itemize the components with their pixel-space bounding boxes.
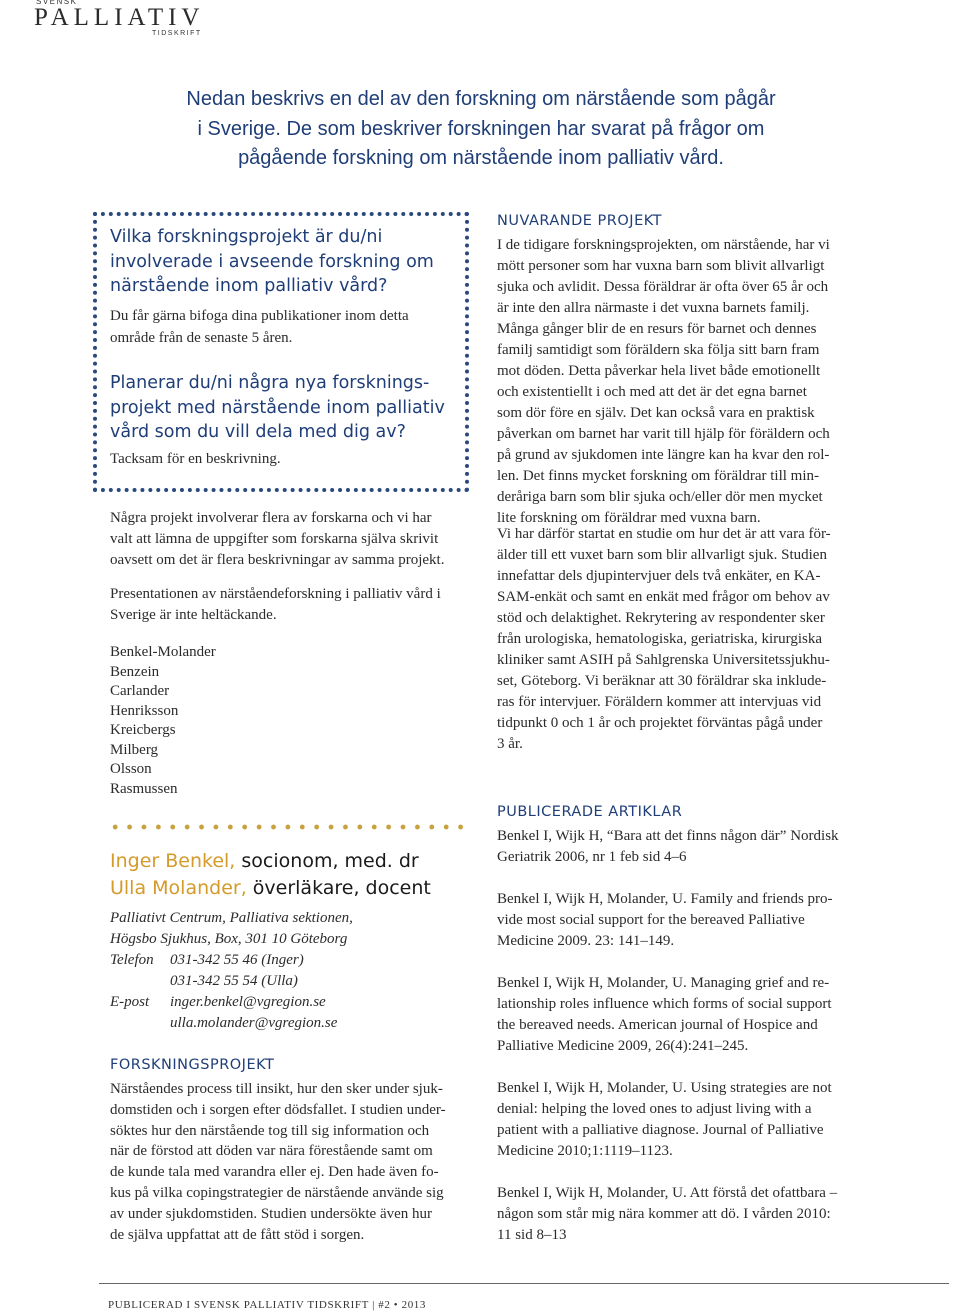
intro-line: pågående forskning om närstående inom palliativ vård. xyxy=(238,147,724,169)
paragraph-line: SAM-enkät och samt en enkät med frågor om behov av xyxy=(497,589,830,605)
researcher-name: Rasmussen xyxy=(110,780,178,797)
question-line: Planerar du/ni några nya forsknings- xyxy=(110,373,430,393)
phone-1: 031-342 55 46 (Inger) xyxy=(170,952,304,968)
paragraph-line: Vi har därför startat en studie om hur det är att vara för- xyxy=(497,526,831,542)
email-1[interactable]: inger.benkel@vgregion.se xyxy=(170,994,326,1010)
reference-line: Benkel I, Wijk H, Molander, U. Att förstå det ofattbara – xyxy=(497,1185,838,1201)
paragraph-line: ras för intervjuer. Föräldern kommer att intervjuas vid xyxy=(497,694,822,710)
paragraph-line: de själva uppfattat att de fått stöd i sorgen. xyxy=(110,1226,365,1243)
paragraph-line: är inte den allra närmaste i det vuxna barnets familj. xyxy=(497,300,810,316)
reference-2 xyxy=(497,889,857,952)
paragraph-line: av under sjukdomstiden. Studien undersökte även hur xyxy=(110,1205,433,1222)
paragraph-line: valt att lämna de uppgifter som forskarna själva skrivit xyxy=(110,530,439,547)
question-line: Vilka forskningsprojekt är du/ni xyxy=(110,227,383,247)
author-1 xyxy=(110,848,419,874)
reference-line: Benkel I, Wijk H, “Bara att det finns någon där” Nordisk xyxy=(497,828,839,844)
forskning-paragraph xyxy=(110,1079,470,1245)
researcher-name: Kreicbergs xyxy=(110,722,176,738)
question-2 xyxy=(110,371,445,445)
paragraph-line: som dör före en själv. Det kan också vara en praktisk xyxy=(497,405,815,421)
intro-line: i Sverige. De som beskriver forskningen har svarat på frågor om xyxy=(197,117,765,140)
researcher-name: Benkel-Molander xyxy=(110,644,216,660)
paragraph-line: kliniker samt ASIH på Sahlgrenska Universitetssjukhu- xyxy=(497,652,830,668)
author-2-title: överläkare, docent xyxy=(246,877,431,899)
nuvarande-paragraph-1 xyxy=(497,235,857,529)
paragraph-line: Sverige är inte heltäckande. xyxy=(110,606,277,623)
intro-line: Nedan beskrivs en del av den forskning om närstående som pågår xyxy=(186,88,776,110)
reference-line: Benkel I, Wijk H, Molander, U. Family and friends pro- xyxy=(497,891,833,907)
paragraph-line: lite forskning om föräldrar med vuxna barn. xyxy=(497,510,761,526)
question-line: vård som du vill dela med dig av? xyxy=(110,422,406,442)
phone-label: Telefon xyxy=(110,952,154,968)
paragraph-line: 3 år. xyxy=(497,736,523,752)
section-heading-nuvarande: NUVARANDE PROJEKT xyxy=(497,213,662,229)
paragraph-line: familj samtidigt som föräldern ska följa sitt barn fram xyxy=(497,342,820,358)
section-heading-publicerade: PUBLICERADE ARTIKLAR xyxy=(497,804,683,820)
reference-5 xyxy=(497,1183,857,1246)
question-1-note xyxy=(110,305,409,349)
reference-line: Benkel I, Wijk H, Molander, U. Managing grief and re- xyxy=(497,975,830,991)
researcher-name: Carlander xyxy=(110,683,170,699)
reference-line: denial: helping the loved ones to adjust living with a xyxy=(497,1101,812,1117)
paragraph-line: tidpunkt 0 och 1 år och projektet förväntas pågå under xyxy=(497,715,823,731)
paragraph-line: sjuka och avlidit. Dessa föräldrar är ofta över 65 år och xyxy=(497,279,829,295)
question-1 xyxy=(110,225,434,299)
question-2-note: Tacksam för en beskrivning. xyxy=(110,451,281,467)
reference-3 xyxy=(497,973,857,1057)
reference-line: Medicine 2010;1:1119–1123. xyxy=(497,1143,673,1159)
author-2-name: Ulla Molander, xyxy=(110,877,247,899)
logo-top-text: SVENSK xyxy=(36,0,78,6)
reference-line: lationship roles influence which forms of social support xyxy=(497,996,832,1012)
researcher-name: Henriksson xyxy=(110,702,179,719)
reference-line: vide most social support for the bereaved Palliative xyxy=(497,912,805,928)
paragraph-line: deråriga barn som blir sjuka och/eller dör men mycket xyxy=(497,489,823,505)
paragraph-line: från urologiska, hematologiska, geriatriska, kirurgiska xyxy=(497,631,823,647)
contact-info xyxy=(110,908,353,1034)
logo-bottom-text: TIDSKRIFT xyxy=(152,30,202,37)
logo-main-text: PALLIATIV xyxy=(34,4,205,31)
reference-line: Palliative Medicine 2009, 26(4):241–245. xyxy=(497,1038,749,1054)
paragraph-line: Presentationen av närståendeforskning i palliativ vård i xyxy=(110,586,441,602)
note-line: område från de senaste 5 åren. xyxy=(110,330,293,346)
question-line: projekt med närstående inom palliativ xyxy=(110,397,445,418)
author-1-title: socionom, med. dr xyxy=(235,850,419,872)
paragraph-line: Närståendes process till insikt, hur den sker under sjuk- xyxy=(110,1081,443,1097)
email-2[interactable]: ulla.molander@vgregion.se xyxy=(170,1015,338,1031)
researcher-name: Benzein xyxy=(110,663,160,680)
researcher-names-list xyxy=(110,643,216,799)
email-label: E-post xyxy=(110,994,150,1010)
paragraph-line: set, Göteborg. Vi beräknar att 30 föräldrar ska inklude- xyxy=(497,673,827,689)
left-paragraph-1 xyxy=(110,508,470,570)
author-2 xyxy=(110,875,431,901)
paragraph-line: oavsett om det är flera beskrivningar av samma projekt. xyxy=(110,551,445,568)
note-line: Du får gärna bifoga dina publikationer inom detta xyxy=(110,308,409,324)
paragraph-line: söktes hur den närstående tog till sig information och xyxy=(110,1122,430,1139)
author-1-name: Inger Benkel, xyxy=(110,850,236,872)
left-paragraph-2 xyxy=(110,584,470,626)
section-heading-forskningsprojekt: FORSKNINGSPROJEKT xyxy=(110,1057,275,1073)
reference-line: Medicine 2009. 23: 141–149. xyxy=(497,933,675,949)
paragraph-line: stöd och delaktighet. Rekrytering av respondenter sker xyxy=(497,610,825,626)
question-line: närstående inom palliativ vård? xyxy=(110,276,388,296)
reference-line: the bereaved needs. American journal of Hospice and xyxy=(497,1017,818,1033)
paragraph-line: påverkan om barnet har varit till hjälp för föräldern och xyxy=(497,426,830,442)
researcher-name: Olsson xyxy=(110,761,152,777)
contact-org: Palliativt Centrum, Palliativa sektionen, xyxy=(110,910,353,926)
paragraph-line: Några projekt involverar flera av forskarna och vi har xyxy=(110,510,432,526)
paragraph-line: på grund av sjukdomen inte längre kan ha kvar den rol- xyxy=(497,447,830,463)
phone-2: 031-342 55 54 (Ulla) xyxy=(170,973,298,989)
researcher-name: Milberg xyxy=(110,741,159,758)
footer-rule xyxy=(99,1283,949,1284)
reference-line: 11 sid 8–13 xyxy=(497,1227,567,1243)
paragraph-line: älder till ett vuxet barn som blir allvarligt sjuk. Studien xyxy=(497,547,827,563)
intro-text xyxy=(170,85,792,174)
reference-line: Benkel I, Wijk H, Molander, U. Using strategies are not xyxy=(497,1080,832,1096)
paragraph-line: och existentiellt i och med att det är det egna barnet xyxy=(497,384,807,400)
reference-line: Geriatrik 2006, nr 1 feb sid 4–6 xyxy=(497,849,687,865)
nuvarande-paragraph-2 xyxy=(497,524,857,755)
paragraph-line: Många gånger blir de en resurs för barnet och dennes xyxy=(497,321,817,337)
paragraph-line: len. Det finns mycket forskning om föräldrar till min- xyxy=(497,468,820,484)
paragraph-line: I de tidigare forskningsprojekten, om närstående, har vi xyxy=(497,237,830,253)
paragraph-line: innefattar dels djupintervjuer dels två enkäter, en KA- xyxy=(497,568,821,584)
reference-1 xyxy=(497,826,857,868)
contact-address: Högsbo Sjukhus, Box, 301 10 Göteborg xyxy=(110,931,348,947)
question-line: involverade i avseende forskning om xyxy=(110,251,434,272)
paragraph-line: mött personer som har vuxna barn som blivit allvarligt xyxy=(497,258,825,274)
reference-4 xyxy=(497,1078,857,1162)
dotted-divider xyxy=(108,823,470,831)
paragraph-line: kus på vilka copingstrategier de närstående använde sig xyxy=(110,1184,444,1201)
reference-line: patient with a palliative diagnose. Journal of Palliative xyxy=(497,1122,824,1138)
paragraph-line: mot döden. Detta påverkar hela livet både emotionellt xyxy=(497,363,821,379)
page-footer: PUBLICERAD I SVENSK PALLIATIV TIDSKRIFT | #2 • 2013 xyxy=(108,1299,426,1311)
paragraph-line: de kunde tala med varandra eller ej. Den hade även fo- xyxy=(110,1164,439,1181)
journal-logo xyxy=(34,0,204,40)
paragraph-line: när de förstod att döden var nära förestående samt om xyxy=(110,1143,433,1160)
paragraph-line: domstiden och i sorgen efter dödsfallet. I studien under- xyxy=(110,1101,446,1118)
reference-line: någon som står mig nära kommer att dö. I vården 2010: xyxy=(497,1206,831,1222)
